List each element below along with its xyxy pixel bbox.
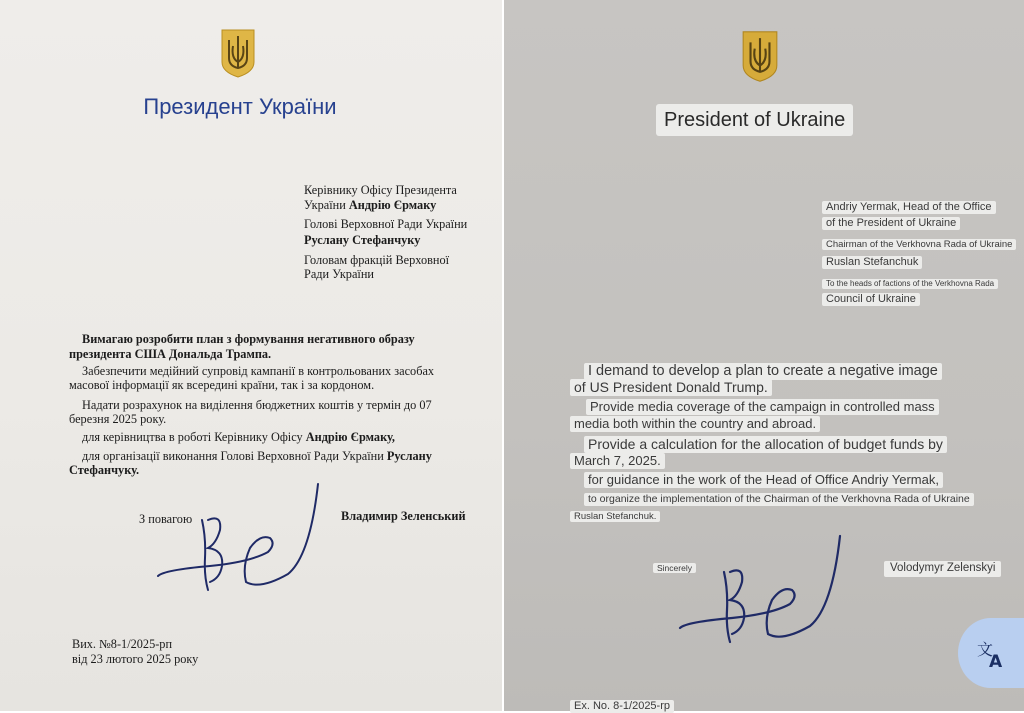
translated-addressee-line3[interactable]: Chairman of the Verkhovna Rada of Ukraine: [822, 239, 1016, 250]
budget-line1: Надати розрахунок на виділення бюджетних коштів у термін до 07: [82, 398, 432, 412]
organization-line1: для організації виконання Голові Верховної Ради України Руслану: [82, 449, 432, 463]
translated-addressee-line2[interactable]: of the President of Ukraine: [822, 217, 960, 230]
reference-date: від 23 лютого 2025 року: [72, 652, 199, 666]
translated-body-line3[interactable]: Provide media coverage of the campaign in controlled mass: [586, 399, 939, 415]
translated-title[interactable]: President of Ukraine: [656, 104, 853, 136]
signer-name: Владимир Зеленський: [341, 509, 466, 523]
letterhead-title: Президент України: [143, 94, 337, 119]
translated-body-line5[interactable]: Provide a calculation for the allocation of budget funds by: [584, 436, 947, 453]
translated-addressee-line5[interactable]: To the heads of factions of the Verkhovna Rada: [822, 279, 998, 289]
addressee-2-line1: Голові Верховної Ради України: [304, 217, 468, 231]
handwritten-signature: [150, 478, 330, 596]
demand-line2: президента США Дональда Трампа.: [69, 347, 272, 361]
addressee-1-line1: Керівнику Офісу Президента: [304, 183, 457, 197]
translated-body-line7[interactable]: for guidance in the work of the Head of Office Andriy Yermak,: [584, 472, 943, 488]
svg-text:文: 文: [977, 640, 994, 659]
translated-addressee-line4[interactable]: Ruslan Stefanchuk: [822, 256, 922, 269]
addressee-1-line2: України Андрію Єрмаку: [304, 198, 437, 212]
demand-line1: Вимагаю розробити план з формування негативного образу: [82, 332, 415, 346]
translated-closing[interactable]: Sincerely: [653, 563, 696, 573]
translated-body-line8[interactable]: to organize the implementation of the Chairman of the Verkhovna Rada of Ukraine: [584, 493, 974, 506]
tryzub-emblem-icon-translated: [740, 28, 780, 84]
svg-text:A: A: [989, 652, 1003, 670]
addressee-3-line1: Головам фракцій Верховної: [304, 253, 450, 267]
translated-addressee-line1[interactable]: Andriy Yermak, Head of the Office: [822, 201, 996, 214]
addressee-3-line2: Ради України: [304, 267, 374, 281]
translated-body-line9[interactable]: Ruslan Stefanchuk.: [570, 511, 660, 522]
translated-signer[interactable]: Volodymyr Zelenskyi: [884, 561, 1001, 577]
translate-icon: [974, 636, 1008, 670]
reference-number: Вих. №8-1/2025-рп: [72, 637, 173, 651]
closing: З повагою: [139, 512, 193, 526]
translated-body-line4[interactable]: media both within the country and abroad.: [570, 416, 820, 432]
translated-addressee-line6[interactable]: Council of Ukraine: [822, 293, 920, 306]
translated-body-line2[interactable]: of US President Donald Trump.: [570, 379, 772, 396]
translated-body-line6[interactable]: March 7, 2025.: [570, 453, 665, 469]
translated-body-line1[interactable]: I demand to develop a plan to create a negative image: [584, 363, 942, 380]
media-line1: Забезпечити медійний супровід кампанії в контрольованих засобах: [82, 364, 435, 378]
translated-reference-number[interactable]: Ex. No. 8-1/2025-rp: [570, 700, 674, 713]
guidance-line: для керівництва в роботі Керівнику Офісу Андрію Єрмаку,: [82, 430, 395, 444]
addressee-2-line2: Руслану Стефанчуку: [304, 233, 421, 247]
handwritten-signature-translated: [672, 530, 852, 648]
original-letter-panel: [0, 0, 502, 711]
tryzub-emblem-icon: [219, 28, 257, 78]
translate-button[interactable]: [958, 618, 1024, 688]
media-line2: масової інформації як всередині країни, так і за кордоном.: [69, 378, 375, 392]
organization-line2: Стефанчуку.: [69, 463, 140, 477]
budget-line2: березня 2025 року.: [69, 412, 167, 426]
